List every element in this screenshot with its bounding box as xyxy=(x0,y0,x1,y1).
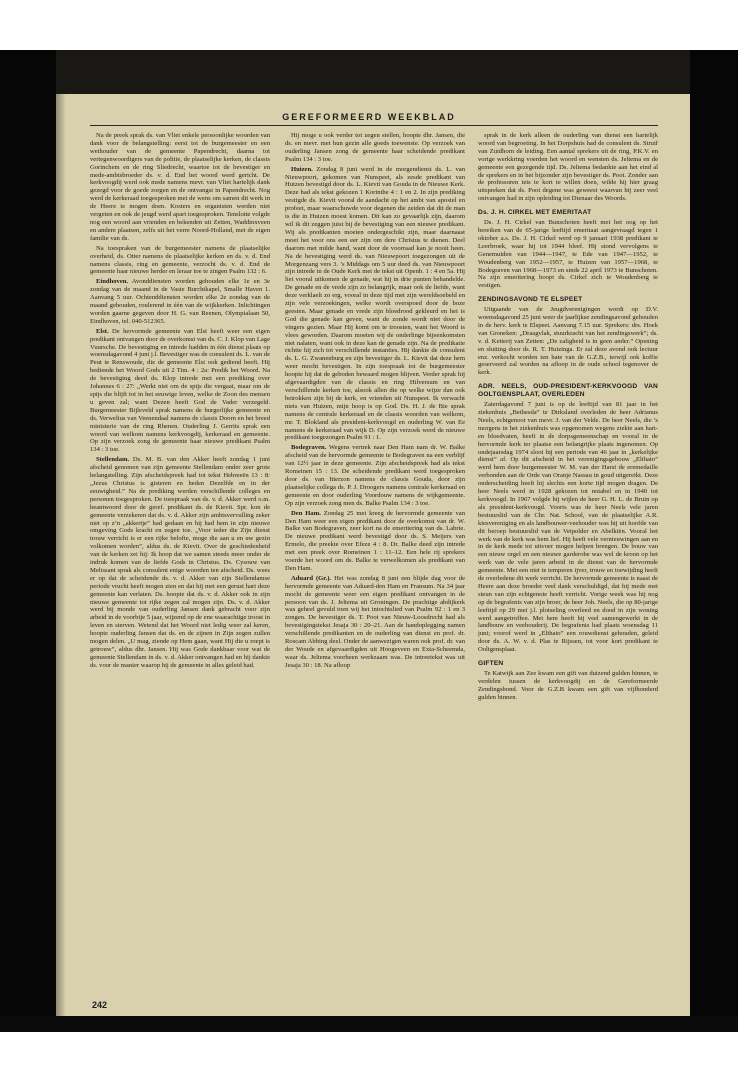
section-text: Ds. J. H. Cirkel van Bunschoten heeft met het oog op het bereiken van de 65-jarige leeftijd emeritaat aangevraagd tegen 1 oktober a.s. Ds. J. H. Cirkel werd op 9 januari 1938 predikant te Leerbroek, waar hij tot 1944 bleef. Hij stond vervolgens te Genemuiden van 1944—1947, te Ede van 1947—1952, te Woudenberg van 1952—1957, te Huizen van 1957—1968, te Bodegraven van 1968—1973 en sinds 22 april 1973 te Bunschoten. Na zijn emeritering hoopt ds. Cirkel zich te Woudenberg te vestigen. xyxy=(478,219,658,290)
place-name: Bodegraven. xyxy=(291,444,327,452)
page-number: 242 xyxy=(92,1000,108,1010)
section-text: De hervormde gemeente van Elst heeft weer een eigen predikant ontvangen door de overkomst van ds. C. J. Klop van Lage Vuursche. De bevestiging en intrede hadden in één dienst plaats op woensdagavond 4 juni j.l. Bevestiger was de consulent ds. L. van de Peut te Renswoude, die de gemeente Elst ook gediend heeft. Hij bediende het Woord Gods uit 2 Tim. 4 : 2a: Predik het Woord. Na de bevestiging deed ds. Klop intrede met een prediking over Johannes 6 : 27: „Werkt niet om de spijs die vergaat, maar om de spijs die blijft tot in het eeuwige leven, welke de Zoon des mensen u geven zal; want Dezen heeft God de Vader verzegeld. Burgemeester Bijleveld sprak namens de burgerlijke gemeente en ds. Verwelius van Veenendaal namens de classis Doorn en het breed ministerie van de ring Rhenen. Ouderling J. Gerrits sprak een woord van welkom namens kerkvoogdij, kerkeraad en gemeente. Op zijn verzoek zong de gemeente haar nieuwe predikant Psalm 134 : 3 toe. xyxy=(90,327,270,454)
scanner-border-left xyxy=(0,50,56,1016)
section-text: Zondag 8 juni werd in de morgendienst ds. L. van Nieuwpoort, gekomen van Nunspeet, als zesde predikant van Huizen bevestigd door ds. L. Kievit van Gouda in de Nieuwe Kerk. Deze had als tekst gekozen 1 Korinthe 4 : 1 en 2. In zijn prediking vestigde ds. Kievit vooral de aandacht op het ambt van apostel en profeet, maar waarschuwde voor degenen die zeiden dat dit de man is die in Huizen moest komen. Dit kan zo gevaarlijk zijn, daarom wil ik dit zeggen juist bij de bevestiging van een nieuwe predikant. Wij als predikanten moeten ondergeschikt zijn, maar daarnaast moet het voor ons een eer zijn om dere Christus te dienen. Deel daarom met milde hand, want door de voorraad kan je nooit heen. Na de bevestiging werd ds. van Nieuwpoort toegezongen uit de Morgenzang vers 3. ’s Middags om 5 uur deed ds. van Nieuwpoort zijn intrede in de Oude Kerk met de tekst uit Openb. 1 : 4 en 5a. Hij liet vooral uitkomen de genade, wat hij in drie punten behandelde. De genade en de vrede zijn zo belangrijk, maar ook de liefde, want deze verklaelt zo erg, vooral in deze tijd met zijn wereldsoebeld en zijn vele verzoekingen, welke wordt overspoed door de boze geesten. Maar genade en vrede zijn bloedrood gekleurd en het is God die genade kan geven, want de zonde wordt niet door de vingers gezien. Maar Hij komt om te troosten, want het Woord is vlees geworden. Daarom moeten wij de onderlinge bijeenkomsten niet nalaten, want ook in deze kan de genade zijn. Na de predikatie richtte hij zich tot verschillende instanties. Hij dankte de consulent ds. L. G. Zwanenburg en zijn bevestiger ds. L. Kievit dat deze hem weer mocht bevestigen. In zijn toespraak tot de burgemeester hoopte hij dat de geboden bewaard mogen blijven. Verder sprak hij afgevaardigden van de classis en ring Hilversum en van verschillende kerken toe, alsook allen die op welke wijze dan ook betrokken zijn bij de kerk, en vrienden uit Nunspeet. Ik verwacht niets van Huizen, mijn hoop is op God. Ds. H. J. de Bie sprak namens de centrale kerkeraad en de classis woorden van welkom, mr. T. Blokland als president-kerkvoogd en ouderling W. van Ee namens de kerkeraad van wijk D. Op zijn verzoek werd de nieuwe predikant toegezongen Psalm 91 : 1. xyxy=(285,165,465,442)
section-heading: GIFTEN xyxy=(478,660,504,668)
running-header: GEREFORMEERD WEEKBLAD xyxy=(282,112,456,122)
place-name: Den Ham. xyxy=(291,509,321,517)
section-text: Ds. M. B. van den Akker heeft zondag 1 juni afscheid genomen van zijn gemeente Stellendam onder zeer grote belangstelling. Zijn afscheidspreek had tot tekst Hebreeën 13 : 8: „Jezus Christus is gisteren en heden Dezelfde en in der eeuwigheid.” Na de prediking werden verschillende colleges en personen toegesproken. De toespraak van ds. v. d. Akker werd o.m. beantwoord door de geref. predikant ds. de Kievit. Spr. kon de gemeente verzekeren dat ds. v. d. Akker zijn ambtsvervulling zeker niet op z’n „akkertje” had gedaan en hij had hem in zijn nieuwe omgeving Gods kracht en zegen toe. „Voor ieder die Zijn dienst trouw verricht is er een rijke belofte, moge die aan u en uw gezin volkomen worden”, aldus ds. de Kievit. Over de geschiedenheid van de kerken zei hij: Ik hoop dat we samen steeds meer onder de indruk komen van de liefde Gods in Christus. Ds. Cysouw van Melissant sprak als consulent enige woorden ten afscheid. Ds. wees er op dat de scheidende ds. v. d. Akker van zijn Stellendamse periode vrucht heeft mogen zien en dat hij met een gerust hart deze gemeente kan verlaten. Ds. hoopte dat ds. v. d. Akker ook in zijn nieuwe gemeente tot rijke zegen zal mogen zijn. Ds. v. d. Akker werd bij monde van ouderling Jansen dank gebracht voor zijn arbeid in de voorbije 5 jaar, wijzend op de ene waarachtige troost in leven en sterven. Wetend dat het Woord niet ledig weer zal keren, hoopte ouderling Jansen dat ds. en de zijnen in Zijn zegen zullen mogen delen. „U mag, ziende op Hem gaan, want Hij die u roept is getrouw”, aldus dhr. Jansen. Hij was Gode dankbaar voor wat de gemeente Stellendam in ds. v. d. Akker ontvangen had en hij dankte ds. voor de manier waarop hij de gemeente in alles geleid had. xyxy=(90,456,270,669)
section-text: Zondag 25 mei kreeg de hervormde gemeente van Den Ham weer een eigen predikant door de overkomst van dr. W. Balke van Bodegraven, zeer kort na de emeritering van ds. Labrie. De nieuwe predikant werd bevestigd door ds. S. Meijers van Ermelo, die preekte over Efeze 4 : 8. Dr. Balke deed zijn intrede met een preek over Romeinen 1 : 11–12. Een hele rij sprekers voerde het woord om ds. Balke te verwelkomen als predikant van Den Ham. xyxy=(285,509,465,572)
paragraph: sprak in de kerk alleen de ouderling van dienst een hartelijk woord van begroeting. In het Dorpshuis had de consulent ds. Struif van Zuidhorn de leiding. Een aantal sprekers uit de ring, P.K.V. en vorige werkkring voerden het woord en wensten ds. Jeltema en de gemeente een gezegende tijd. Ds. Jeltema bedankte aan het eind al de sprekers en in het bijzonder zijn bevestiger ds. Poot. Zonder aan de professoren iets te kort te willen doen, wilde hij hier graag uitspreken dat ds. Poot degene was geweest waarvan hij zeer veel ontvangen had in zijn opleiding tot Dienaar des Woords. xyxy=(478,132,658,203)
paragraph: Hij moge u ook verder tot zegen stellen, hoopte dhr. Jansen, die ds. en mevr. met hun gezin alle goeds toewenste. Op verzoek van ouderling Jansen zong de gemeente haar scheidende predikant Psalm 134 : 3 toe. xyxy=(285,132,465,163)
section-paragraph xyxy=(285,444,465,507)
section-text: Het was zondag 8 juni een blijde dag voor de hervormde gemeente van Aduard-den Ham en Fransum. Na 34 jaar mocht de gemeente weer een eigen predikant ontvangen in de persoon van ds. J. Jeltema uit Groningen. De prachtige abdijkerk was geheel gevuld toen wij het intochtslied van Psalm 92 : 1 en 3 zongen. De bevestiger ds. T. Poot van Nieuw-Loosdrecht had als bevestigingstekst Jesaja 30 : 20–21. Aan de handoplegging namen verschillende predikanten en de ouderling van dienst en prof. dr. Roscam Abbing deel. Onder de aanwezigen waren ook prof. dr. van der Woude en afgevaardigden uit Hoogeveen en Exta-Scheemda, waar ds. Jeltema voorheen werkzaam was. De intreetekst was uit Jesaja 30 : 18. Na afloop xyxy=(285,574,465,669)
page-top-shadow xyxy=(56,50,690,94)
section-paragraph xyxy=(285,166,465,443)
section-text: Avonddiensten worden gehouden elke 1e en 3e zondag van de maand in de Vaste Burchtkapel, Smalle Haven 1. Aanvang 5 uur. Ochtenddiensten worden elke 2e zondag van de maand gehouden, roulerend in één van de wijkkerken. Inlichtingen worden gaarne gegeven door H. G. van Reenen, Olympialaan 50, Eindhoven, tel. 040-512365. xyxy=(90,278,270,325)
scanner-border-strip xyxy=(0,1016,738,1032)
section-paragraph xyxy=(90,328,270,455)
section-heading: Ds. J. H. CIRKEL MET EMERITAAT xyxy=(478,209,592,217)
paragraph: Na toespraken van de burgemeester namens de plaatselijke overheid, ds. Otter namens de plaatselijke kerken en ds. v. d. End namens classis, ring en gemeente, verzocht ds. v. d. End de gemeente haar nieuwe herder en leraar toe te zingen Psalm 132 : 6. xyxy=(90,244,270,276)
column-2 xyxy=(285,132,465,1002)
place-name: Aduard (Gr.). xyxy=(291,574,332,582)
section-paragraph xyxy=(285,510,465,573)
scanner-border-right xyxy=(690,50,738,1016)
section-heading: ZENDINGSAVOND TE ELSPEET xyxy=(478,296,583,304)
place-name: Eindhoven. xyxy=(96,278,129,286)
paragraph: Na de preek sprak ds. van Vliet enkele persoonlijke woorden van dank voor de belangstelling: eerst tot de burgemeester en een wethouder van de gemeente Papendrecht, daarna tot vertegenwoordigers van de politie, de plaatselijke kerken, de classis Gorinchem en de ring Sliedrecht, waartoe tot de bevestiger en mede-ambtsbroeder ds. v. d. End het woord werd gericht. De kerkvoogdij werd ook mede namens mevr. van Vliet hartelijk dank gezegd voor de goede zorgen en de ontvangst in Papendrecht. Nog werd de kerkeraad toegesproken met de wens om samen dit werk in de Heere te mogen doen. Kosters en organisten werden niet vergeten en ook de jeugd werd apart toegesproken. Tenslotte volgde nog een woord aan vrienden en bekenden uit Zetten, Waddinxveen en andere plaatsen, zelfs uit het verre Noord-Holland, met de eigen familie van ds. xyxy=(90,132,270,242)
section-text: Wegens vertrek naar Den Ham nam dr. W. Balke afscheid van de hervormde gemeente te Bodegraven na een verblijf van 12½ jaar in deze gemeente. Zijn afscheidspreek had als tekst Romeinen 15 : 13. De scheidende predikant werd toegesproken door ds. van Itterzon namens de classis Gouda, door zijn plaatselijke collega ds. P. J. Droogers namens centrale kerkeraad en gemeente en door ouderling Voordouw namens de wijkgemeente. Op zijn verzoek zong men ds. Balke Psalm 134 : 3 toe. xyxy=(285,444,465,507)
place-name: Elst. xyxy=(96,327,109,335)
section-text: Uitgaande van de Jeugdverenigingen wordt op D.V. woensdagavond 25 juni weer de jaarlijkse zendingsavond gehouden in de herv. kerk te Elspeet. Aanvang 7.15 uur. Sprekers: drs. Hoek van Groneken: „Draagvlak, stuurkracht van het zendingswerk”; ds. v. d. Ketterij van Zetten: „De zaligheid is in geen ander.” Opening en sluiting door ds. R. T. Huizinga. Er zal deze avond ook lectuur enz. verkocht worden ten bate van de G.Z.B., terwijl ook koffie geserveerd zal worden na afloop in de oude school tegenover de kerk. xyxy=(478,306,658,377)
section-paragraph xyxy=(90,278,270,325)
section-paragraph xyxy=(285,575,465,670)
column-1 xyxy=(90,132,270,1002)
section-text: Zaterdagavond 7 juni is op de leeftijd van 81 jaar in het ziekenhuis „Bethesda” te Dirksland overleden de heer Adrianus Neels, echtgenoot van mevr. J. van der Velde. De heer Neels, die ’s morgens in het ziekenhuis was opgenomen wegens ziekte aan hart- en bloedvaten, heeft in de dorpsgemeenschap en vooral in de hervormde kerk ter plaatse een belangrijke plaats ingenomen. Op ondejaarsdag 1974 sloot hij een periode van 46 jaar in „kerkelijke dienst” af. Op dit afscheid in het verenigingsgebouw „Elthato” werd hem door burgemeester W. M. van der Harst de eremedaille verbonden aan de Orde van Oranje Nassau in goud uitgereikt. Deze onderscheiding heeft hij slechts een korte tijd mogen dragen. De heer Neels werd in 1928 gekozen tot notabel en in 1940 tot kerkvoogd. In 1967 volgde hij wijlen de heer G. H. L. de Bruin op als president-kerkvoogd. Voorts was de heer Neels vele jaren bestuurslid van de Chr. Nat. School, van de plaatselijke A.R. kiesvereniging en als landbouwer-veehouder was hij uit hoofde van dit beroep bestuurslid van de Veipolder en Abelkiën. Vooral het werk van de kerk was hem lief. Hij heeft vele vernieuwingen aan en in de kerk mede tot uitvoer mogen helpen brengen. De bouw van een nieuw orgel en een nieuwe garderobe was wel de kroon op het werk van de vele jaren arbeid in de dienst van de hervormde gemeente. Met een niet te temperen ijver, trouw en toewijding heeft de overledene dit werk verricht. De hervormde gemeente is naast de Heere aan deze broeder veel dank verschuldigd, dat hij mede met steun van zijn echtgenote heeft verricht. Vorige week was hij nog op de begrafenis van zijn broer, de heer Joh. Neels, die op 80-jarige leeftijd op 29 mei j.l. plotseling overleed en dood in zijn woning werd aangetroffen. Met hem heeft hij veel samengewerkt in de landbouw en veehouderij. De begrafenis had plaats woensdag 11 juni; voorof werd in „Elthato” een rouwdienst gehouden, geleid door ds. A. W. v. d. Plas te Rijssen, tot voor kort predikant te Ooltgensplaat. xyxy=(478,401,658,654)
place-name: Huizen. xyxy=(291,165,313,173)
scanner-border-bottom xyxy=(0,1016,738,1068)
place-name: Stellendam. xyxy=(96,456,130,464)
section-text: Te Katwijk aan Zee kwam een gift van duizend gulden binnen, te verdelen tussen de kerkvoogdij en de Gereformeerde Zendingsbond. Voor de G.Z.B kwam een gift van vijfhonderd gulden binnen. xyxy=(478,670,658,701)
section-heading: ADR. NEELS, OUD-PRESIDENT-KERKVOOGD VAN OOLTGENSPLAAT, OVERLEDEN xyxy=(478,383,658,399)
section-paragraph xyxy=(90,456,270,669)
binding-shadow xyxy=(56,94,66,1016)
column-3 xyxy=(478,132,658,1002)
header-rule xyxy=(90,125,658,126)
